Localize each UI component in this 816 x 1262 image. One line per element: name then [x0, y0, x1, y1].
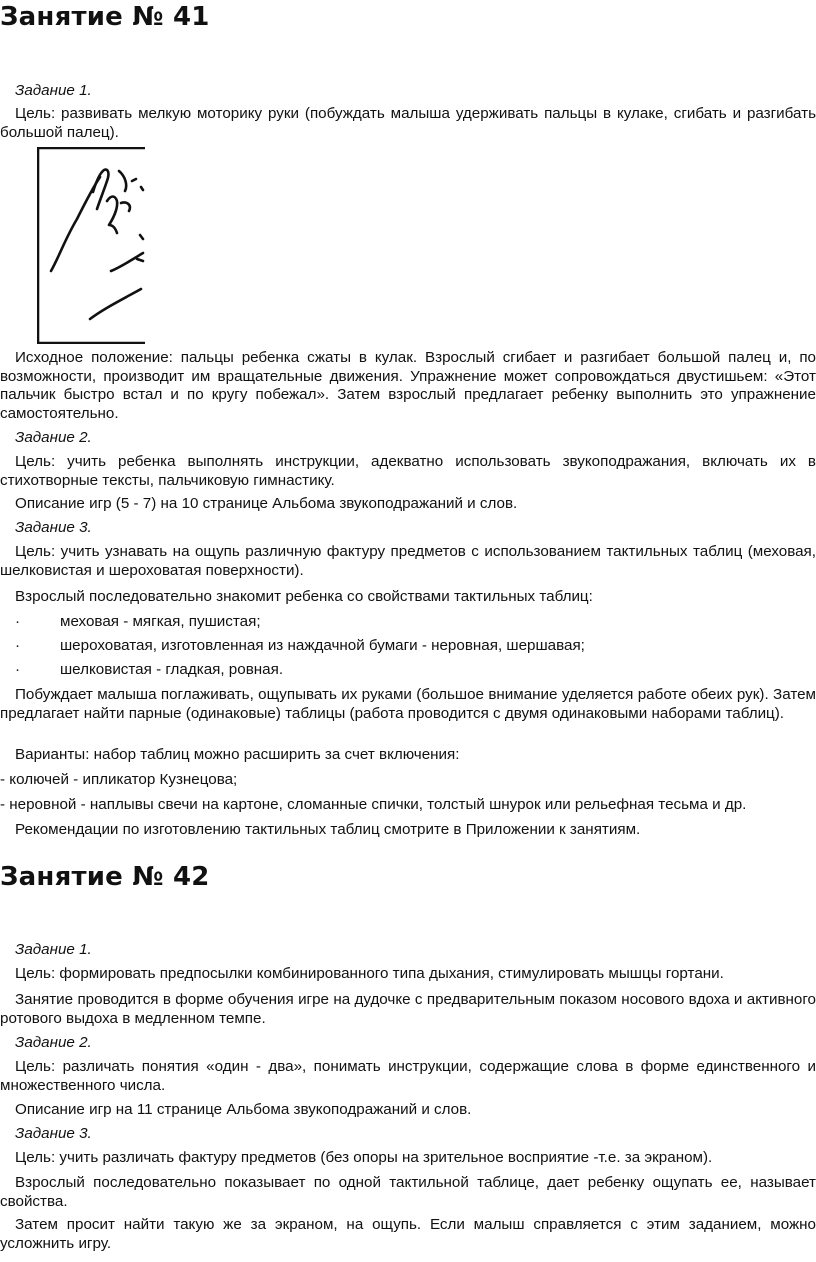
l41-task2-description: Описание игр (5 - 7) на 10 странице Альбома звукоподражаний и слов. — [15, 495, 518, 512]
bullet-dot: · — [15, 661, 21, 678]
l42-task2-description: Описание игр на 11 странице Альбома звукоподражаний и слов. — [15, 1101, 472, 1118]
hand-thumb-illustration — [37, 147, 145, 344]
l42-task2-label: Задание 2. — [15, 1034, 92, 1051]
bullet-dot: · — [15, 613, 21, 630]
l41-task3-variants: Варианты: набор таблиц можно расширить за счет включения: — [15, 746, 460, 763]
l41-task3-variant2: - неровной - наплывы свечи на картоне, сломанные спички, толстый шнурок или рельефная тесьма и др. — [0, 796, 747, 813]
l41-task3-intro: Взрослый последовательно знакомит ребенка со свойствами тактильных таблиц: — [15, 588, 593, 605]
l41-task3-para1: Побуждает малыша поглаживать, ощупывать их руками (большое внимание уделяется работе обеих рук). Затем предлагает найти парные (одинаковые) таблицы (работа проводится с двумя одинаковыми наборами таблиц). — [0, 686, 816, 722]
l41-task3-label: Задание 3. — [15, 519, 92, 536]
l41-task1-description: Исходное положение: пальцы ребенка сжаты в кулак. Взрослый сгибает и разгибает большой палец и, по возможности, производит им вращательные движения. Упражнение может сопровождаться двустишьем: «Этот пальчик быстро встал и по кругу побежал». Затем взрослый предлагает ребенку выполнить это упражнение самостоятельно. — [0, 349, 816, 422]
lesson-42-title: Занятие № 42 — [0, 862, 210, 892]
bullet-dot: · — [15, 637, 21, 654]
l41-task1-goal: Цель: развивать мелкую моторику руки (побуждать малыша удерживать пальцы в кулаке, сгибать и разгибать большой палец). — [0, 105, 816, 141]
l41-task3-variant1: - колючей - ипликатор Кузнецова; — [0, 771, 238, 788]
lesson-41-title: Занятие № 41 — [0, 2, 210, 32]
l42-task3-label: Задание 3. — [15, 1125, 92, 1142]
l42-task1-goal: Цель: формировать предпосылки комбинированного типа дыхания, стимулировать мышцы гортани. — [15, 965, 724, 982]
l42-task2-goal: Цель: различать понятия «один - два», понимать инструкции, содержащие слова в форме единственного и множественного числа. — [0, 1058, 816, 1094]
l42-task3-para1: Взрослый последовательно показывает по одной тактильной таблице, дает ребенку ощупать ее, называет свойства. — [0, 1174, 816, 1210]
l42-task1-description: Занятие проводится в форме обучения игре на дудочке с предварительным показом носового вдоха и активного ротового выдоха в медленном темпе. — [0, 991, 816, 1027]
l41-task1-label: Задание 1. — [15, 82, 92, 99]
l41-task3-goal: Цель: учить узнавать на ощупь различную фактуру предметов с использованием тактильных таблиц (меховая, шелковистая и шероховатая поверхности). — [0, 543, 816, 579]
l41-task2-goal: Цель: учить ребенка выполнять инструкции, адекватно использовать звукоподражания, включать их в стихотворные тексты, пальчиковую гимнастику. — [0, 453, 816, 489]
l41-task2-label: Задание 2. — [15, 429, 92, 446]
bullet-text: шероховатая, изготовленная из наждачной бумаги - неровная, шершавая; — [60, 637, 585, 654]
l42-task1-label: Задание 1. — [15, 941, 92, 958]
l42-task3-goal: Цель: учить различать фактуру предметов (без опоры на зрительное восприятие -т.е. за экраном). — [15, 1149, 713, 1166]
bullet-text: меховая - мягкая, пушистая; — [60, 613, 261, 630]
l41-task3-recommendation: Рекомендации по изготовлению тактильных таблиц смотрите в Приложении к занятиям. — [15, 821, 641, 838]
l42-task3-para2: Затем просит найти такую же за экраном, на ощупь. Если малыш справляется с этим заданием, можно усложнить игру. — [0, 1216, 816, 1252]
bullet-text: шелковистая - гладкая, ровная. — [60, 661, 284, 678]
